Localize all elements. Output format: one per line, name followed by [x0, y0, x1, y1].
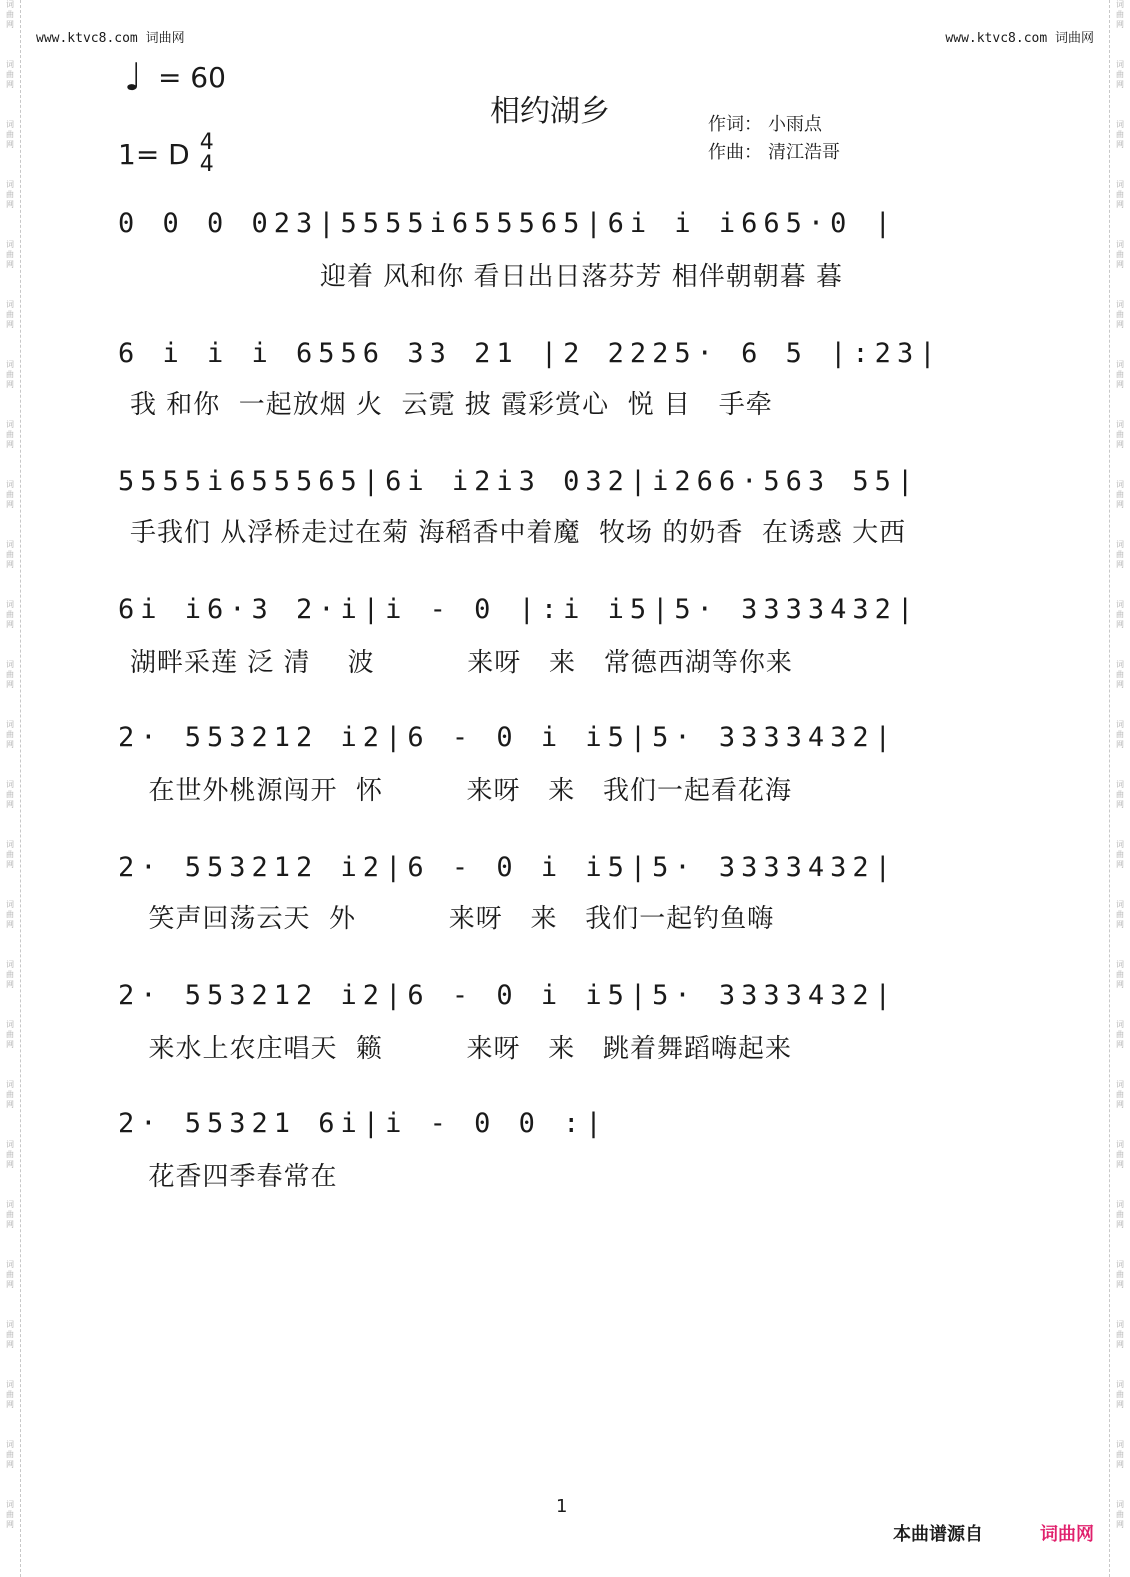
lyric-line-4: 湖畔采莲 泛 清 波 来呀 来 常德西湖等你来 — [130, 648, 793, 678]
watermark: 词 曲 网 — [6, 1200, 14, 1229]
key-signature — [118, 132, 214, 176]
watermark: 词 曲 网 — [6, 1140, 14, 1169]
footer-source: 本曲谱源自 — [893, 1524, 983, 1545]
time-top: 4 — [199, 130, 214, 155]
notation-line-5: 2· 553212 i2|6 - 0 i i5|5· 3333432| — [118, 722, 897, 753]
watermark: 词 曲 网 — [1116, 420, 1124, 449]
site-url-left: www.ktvc8.com 词曲网 — [36, 31, 185, 46]
watermark: 词 曲 网 — [6, 840, 14, 869]
watermark: 词 曲 网 — [1116, 1440, 1124, 1469]
lyricist-credit — [708, 110, 822, 136]
watermark: 词 曲 网 — [1116, 120, 1124, 149]
lyric-line-1: 迎着 风和你 看日出日落芬芳 相伴朝朝暮 暮 — [320, 262, 844, 292]
notation-line-2: 6 i i i 6556 33 21 |2 2225· 6 5 |:23| — [118, 338, 942, 369]
watermark: 词 曲 网 — [1116, 480, 1124, 509]
lyric-line-8: 花香四季春常在 — [130, 1162, 338, 1192]
watermark: 词 曲 网 — [1116, 1020, 1124, 1049]
watermark: 词 曲 网 — [1116, 780, 1124, 809]
watermark: 词 曲 网 — [6, 1020, 14, 1049]
watermark: 词 曲 网 — [6, 120, 14, 149]
watermark: 词 曲 网 — [1116, 1140, 1124, 1169]
composer-credit — [708, 138, 840, 164]
lyric-line-5: 在世外桃源闯开 怀 来呀 来 我们一起看花海 — [130, 776, 793, 806]
watermark: 词 曲 网 — [1116, 960, 1124, 989]
watermark: 词 曲 网 — [6, 660, 14, 689]
notation-line-7: 2· 553212 i2|6 - 0 i i5|5· 3333432| — [118, 980, 897, 1011]
watermark: 词 曲 网 — [6, 1260, 14, 1289]
watermark: 词 曲 网 — [1116, 180, 1124, 209]
right-margin-watermark — [1109, 0, 1130, 1577]
watermark: 词 曲 网 — [6, 60, 14, 89]
watermark: 词 曲 网 — [6, 960, 14, 989]
quarter-note-icon: ♩ — [124, 55, 142, 99]
watermark: 词 曲 网 — [6, 240, 14, 269]
tempo-marking — [124, 55, 226, 99]
watermark: 词 曲 网 — [6, 900, 14, 929]
watermark: 词 曲 网 — [1116, 600, 1124, 629]
watermark: 词 曲 网 — [6, 300, 14, 329]
watermark: 词 曲 网 — [1116, 1200, 1124, 1229]
page-number: 1 — [556, 1496, 568, 1517]
lyric-line-2: 我 和你 一起放烟 火 云霓 披 霞彩赏心 悦 目 手牵 — [130, 390, 773, 420]
watermark: 词 曲 网 — [1116, 0, 1124, 29]
watermark: 词 曲 网 — [1116, 1260, 1124, 1289]
watermark: 词 曲 网 — [1116, 1380, 1124, 1409]
song-title: 相约湖乡 — [490, 94, 610, 129]
watermark: 词 曲 网 — [6, 1440, 14, 1469]
watermark: 词 曲 网 — [1116, 1500, 1124, 1529]
watermark: 词 曲 网 — [1116, 720, 1124, 749]
notation-line-8: 2· 55321 6i|i - 0 0 :| — [118, 1108, 608, 1139]
watermark: 词 曲 网 — [6, 1500, 14, 1529]
tempo-value: = 60 — [157, 60, 226, 94]
notation-line-4: 6i i6·3 2·i|i - 0 |:i i5|5· 3333432| — [118, 594, 920, 625]
watermark: 词 曲 网 — [6, 1080, 14, 1109]
lyricist-label: 作词： — [708, 114, 762, 135]
watermark: 词 曲 网 — [1116, 840, 1124, 869]
site-url-right: www.ktvc8.com 词曲网 — [945, 31, 1094, 46]
watermark: 词 曲 网 — [1116, 540, 1124, 569]
watermark: 词 曲 网 — [6, 780, 14, 809]
key-text: 1= D — [118, 137, 190, 171]
watermark: 词 曲 网 — [6, 360, 14, 389]
lyric-line-3: 手我们 从浮桥走过在菊 海稻香中着魔 牧场 的奶香 在诱惑 大西 — [130, 518, 907, 548]
footer-brand-link[interactable]: 词曲网 — [1040, 1524, 1094, 1545]
left-margin-watermark — [0, 0, 21, 1577]
watermark: 词 曲 网 — [6, 0, 14, 29]
watermark: 词 曲 网 — [1116, 240, 1124, 269]
time-bottom: 4 — [199, 152, 214, 177]
watermark: 词 曲 网 — [6, 420, 14, 449]
notation-line-3: 5555i655565|6i i2i3 032|i266·563 55| — [118, 466, 920, 497]
watermark: 词 曲 网 — [1116, 1080, 1124, 1109]
watermark: 词 曲 网 — [6, 1320, 14, 1349]
watermark: 词 曲 网 — [6, 720, 14, 749]
watermark: 词 曲 网 — [6, 480, 14, 509]
notation-line-6: 2· 553212 i2|6 - 0 i i5|5· 3333432| — [118, 852, 897, 883]
watermark: 词 曲 网 — [6, 540, 14, 569]
watermark: 词 曲 网 — [6, 600, 14, 629]
lyric-line-6: 笑声回荡云天 外 来呀 来 我们一起钓鱼嗨 — [130, 904, 775, 934]
watermark: 词 曲 网 — [6, 1380, 14, 1409]
time-signature — [200, 132, 214, 176]
watermark: 词 曲 网 — [1116, 60, 1124, 89]
watermark: 词 曲 网 — [1116, 360, 1124, 389]
watermark: 词 曲 网 — [1116, 300, 1124, 329]
lyric-line-7: 来水上农庄唱天 籁 来呀 来 跳着舞蹈嗨起来 — [130, 1034, 793, 1064]
watermark: 词 曲 网 — [6, 180, 14, 209]
lyricist-name: 小雨点 — [768, 114, 822, 135]
composer-label: 作曲： — [708, 142, 762, 163]
watermark: 词 曲 网 — [1116, 660, 1124, 689]
watermark: 词 曲 网 — [1116, 900, 1124, 929]
composer-name: 清江浩哥 — [768, 142, 840, 163]
watermark: 词 曲 网 — [1116, 1320, 1124, 1349]
notation-line-1: 0 0 0 023|5555i655565|6i i i665·0 | — [118, 208, 897, 239]
